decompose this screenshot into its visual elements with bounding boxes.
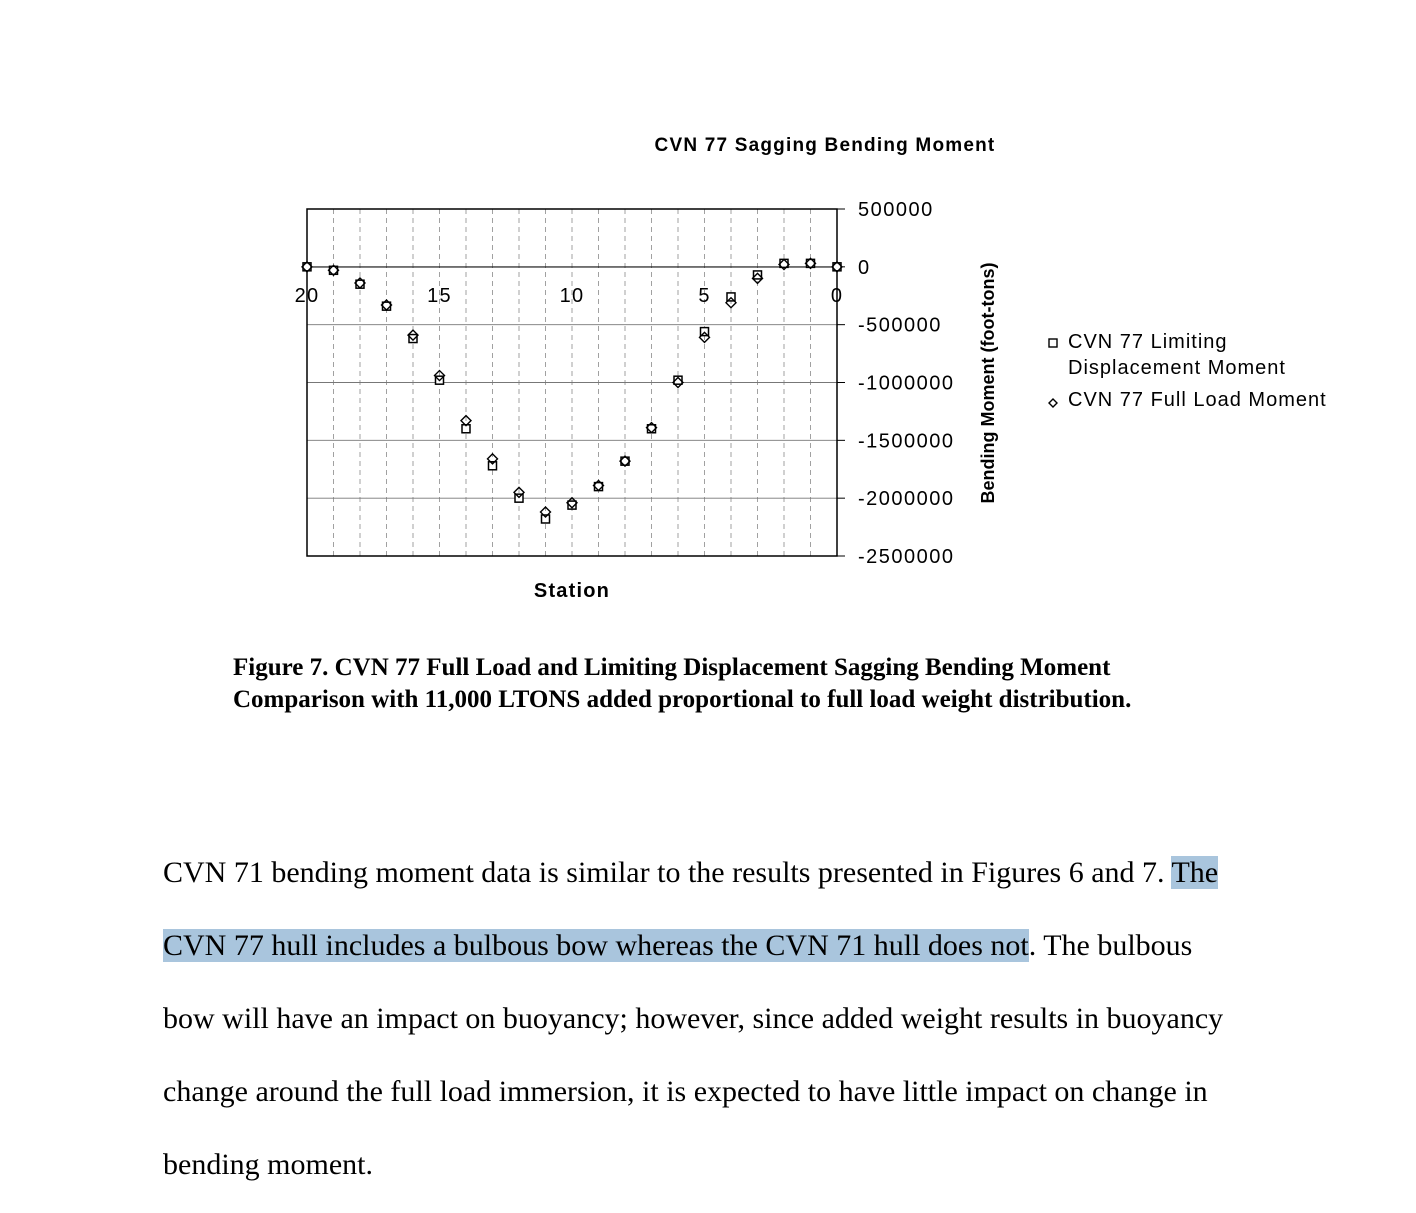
legend-square-marker xyxy=(1049,339,1057,347)
x-tick-label: 0 xyxy=(830,285,844,307)
y-tick-label: -1000000 xyxy=(858,372,955,395)
paragraph-line-4: change around the full load immersion, it is expected to have little impact on change in xyxy=(163,1075,1208,1108)
legend xyxy=(1049,331,1327,411)
paragraph-line-5: bending moment. xyxy=(163,1148,373,1181)
y-tick-label: -1500000 xyxy=(858,430,955,453)
x-tick-label: 15 xyxy=(427,285,452,307)
caption-line-2: Comparison with 11,000 LTONS added proportional to full load weight distribution. xyxy=(233,686,1132,713)
legend-diamond-marker xyxy=(1049,399,1057,407)
chart-title: CVN 77 Sagging Bending Moment xyxy=(654,135,996,156)
y-tick-label: -2000000 xyxy=(858,488,955,511)
x-axis-label: Station xyxy=(533,580,611,602)
highlighted-text: CVN 77 hull includes a bulbous bow whereas the CVN 71 hull does not xyxy=(163,929,1029,962)
x-axis-tick-labels xyxy=(295,285,843,307)
y-axis-label: Bending Moment (foot-tons) xyxy=(978,262,998,504)
y-tick-label: -2500000 xyxy=(858,546,955,568)
body-paragraph xyxy=(163,848,1343,1213)
paragraph-line-1 xyxy=(163,848,1343,921)
paragraph-line-3: bow will have an impact on buoyancy; however, since added weight results in buoyancy xyxy=(163,1002,1224,1035)
legend-entry-full-load: CVN 77 Full Load Moment xyxy=(1068,389,1327,411)
y-tick-label: 0 xyxy=(858,256,871,279)
highlighted-text: The xyxy=(1171,856,1219,889)
y-tick-label: 500000 xyxy=(858,199,934,221)
x-tick-label: 5 xyxy=(698,285,711,307)
x-tick-label: 20 xyxy=(294,285,320,307)
paragraph-line-2 xyxy=(163,921,1343,994)
paragraph-text: . The bulbous xyxy=(1028,929,1193,962)
legend-entry-limiting-line1: CVN 77 Limiting xyxy=(1068,331,1228,353)
legend-entry-limiting-line2: Displacement Moment xyxy=(1068,357,1286,379)
paragraph-text: CVN 71 bending moment data is similar to the results presented in Figures 6 and 7. xyxy=(163,856,1172,889)
limiting-displacement-point xyxy=(754,271,762,279)
x-tick-label: 10 xyxy=(559,285,585,307)
y-axis-tick-labels xyxy=(837,199,955,568)
limiting-displacement-point xyxy=(409,335,417,343)
figure-caption xyxy=(233,652,1253,716)
y-tick-label: -500000 xyxy=(858,314,942,337)
caption-line-1: Figure 7. CVN 77 Full Load and Limiting Displacement Sagging Bending Moment xyxy=(233,654,1111,681)
